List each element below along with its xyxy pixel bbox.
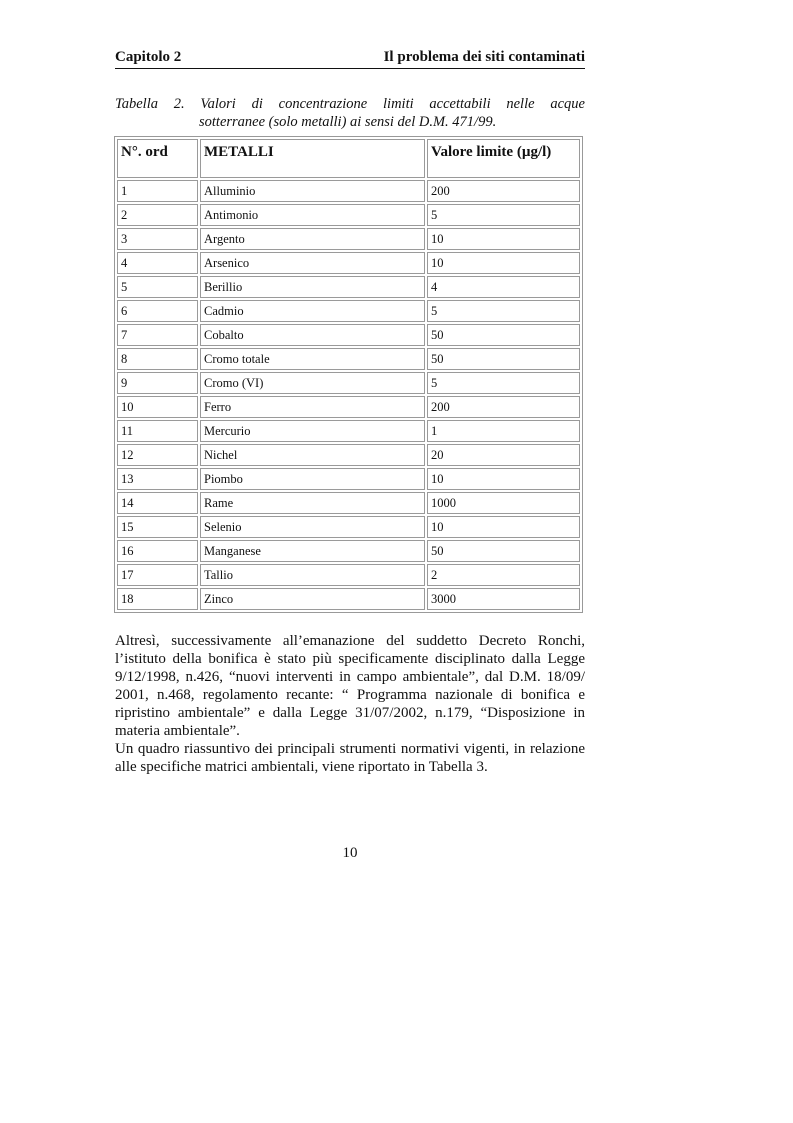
cell-metal: Cromo (VI): [200, 372, 425, 394]
paragraph: Un quadro riassuntivo dei principali strumenti normativi vigenti, in relazione alle specifiche matrici ambientali, viene riportato in Tabella 3.: [115, 741, 585, 775]
cell-number: 4: [117, 252, 198, 274]
cell-number: 13: [117, 468, 198, 490]
cell-number: 16: [117, 540, 198, 562]
caption-word: concentrazione: [278, 96, 368, 112]
cell-number: 12: [117, 444, 198, 466]
caption-word: accettabili: [429, 96, 491, 112]
cell-limit: 5: [427, 300, 580, 322]
table-row: [117, 324, 580, 346]
caption-word: di: [251, 96, 263, 112]
table-row: [117, 180, 580, 202]
cell-metal: Arsenico: [200, 252, 425, 274]
table-row: [117, 468, 580, 490]
cell-number: 14: [117, 492, 198, 514]
cell-number: 2: [117, 204, 198, 226]
table-row: [117, 252, 580, 274]
cell-limit: 200: [427, 396, 580, 418]
cell-metal: Cobalto: [200, 324, 425, 346]
cell-limit: 1000: [427, 492, 580, 514]
cell-limit: 5: [427, 204, 580, 226]
cell-number: 8: [117, 348, 198, 370]
page-header: [115, 48, 585, 69]
cell-metal: Cromo totale: [200, 348, 425, 370]
table-row: [117, 492, 580, 514]
cell-number: 18: [117, 588, 198, 610]
caption-word: acque: [550, 96, 585, 112]
cell-limit: 3000: [427, 588, 580, 610]
table-caption: [115, 95, 585, 131]
table-row: [117, 564, 580, 586]
table-row: [117, 204, 580, 226]
table-row: [117, 420, 580, 442]
cell-metal: Antimonio: [200, 204, 425, 226]
cell-limit: 200: [427, 180, 580, 202]
table-row: [117, 588, 580, 610]
page-number: 10: [342, 845, 358, 861]
table-row: [117, 516, 580, 538]
header-limit: Valore limite (µg/l): [427, 139, 580, 178]
cell-metal: Argento: [200, 228, 425, 250]
header-number: N°. ord: [117, 139, 198, 178]
cell-metal: Rame: [200, 492, 425, 514]
caption-word: 2.: [173, 96, 185, 112]
paragraph: Altresì, successivamente all’emanazione del suddetto Decreto Ronchi, l’istituto della bonifica è stato più specificamente disciplinato dalla Legge 9/12/1998, n.426, “nuovi interventi in campo ambientale”, dal D.M. 18/09/ 2001, n.468, regolamento recante: “ Programma nazionale di bonifica e ripristino ambientale” e dalla Legge 31/07/2002, n.179, “Disposizione in materia ambientale”.: [115, 633, 585, 739]
cell-metal: Piombo: [200, 468, 425, 490]
cell-limit: 50: [427, 324, 580, 346]
cell-metal: Selenio: [200, 516, 425, 538]
table-body: [117, 180, 580, 610]
cell-limit: 2: [427, 564, 580, 586]
caption-word: limiti: [383, 96, 414, 112]
cell-metal: Manganese: [200, 540, 425, 562]
caption-line-1: [115, 95, 585, 113]
caption-line-2: sotterranee (solo metalli) ai sensi del D.M. 471/99.: [199, 114, 497, 130]
cell-number: 10: [117, 396, 198, 418]
table-row: [117, 300, 580, 322]
cell-metal: Mercurio: [200, 420, 425, 442]
cell-number: 15: [117, 516, 198, 538]
cell-number: 3: [117, 228, 198, 250]
cell-number: 7: [117, 324, 198, 346]
cell-limit: 4: [427, 276, 580, 298]
table-row: [117, 228, 580, 250]
cell-limit: 50: [427, 348, 580, 370]
cell-limit: 10: [427, 468, 580, 490]
caption-word: Tabella: [115, 96, 158, 112]
cell-limit: 20: [427, 444, 580, 466]
cell-metal: Tallio: [200, 564, 425, 586]
cell-number: 17: [117, 564, 198, 586]
cell-number: 1: [117, 180, 198, 202]
caption-word: nelle: [506, 96, 535, 112]
cell-limit: 10: [427, 516, 580, 538]
cell-limit: 1: [427, 420, 580, 442]
table-row: [117, 348, 580, 370]
table-row: [117, 396, 580, 418]
table-header-row: [117, 139, 580, 178]
cell-metal: Nichel: [200, 444, 425, 466]
cell-number: 11: [117, 420, 198, 442]
cell-limit: 50: [427, 540, 580, 562]
cell-metal: Alluminio: [200, 180, 425, 202]
cell-limit: 10: [427, 228, 580, 250]
chapter-title: Il problema dei siti contaminati: [383, 49, 585, 65]
table-row: [117, 276, 580, 298]
chapter-label: Capitolo 2: [115, 49, 182, 65]
table-row: [117, 372, 580, 394]
cell-metal: Cadmio: [200, 300, 425, 322]
cell-number: 9: [117, 372, 198, 394]
metals-limit-table: [114, 136, 583, 613]
cell-metal: Zinco: [200, 588, 425, 610]
cell-number: 5: [117, 276, 198, 298]
cell-metal: Ferro: [200, 396, 425, 418]
body-text: [115, 632, 585, 776]
table-row: [117, 540, 580, 562]
caption-word: Valori: [200, 96, 236, 112]
cell-limit: 10: [427, 252, 580, 274]
header-metal: METALLI: [200, 139, 425, 178]
cell-limit: 5: [427, 372, 580, 394]
table-row: [117, 444, 580, 466]
cell-number: 6: [117, 300, 198, 322]
cell-metal: Berillio: [200, 276, 425, 298]
